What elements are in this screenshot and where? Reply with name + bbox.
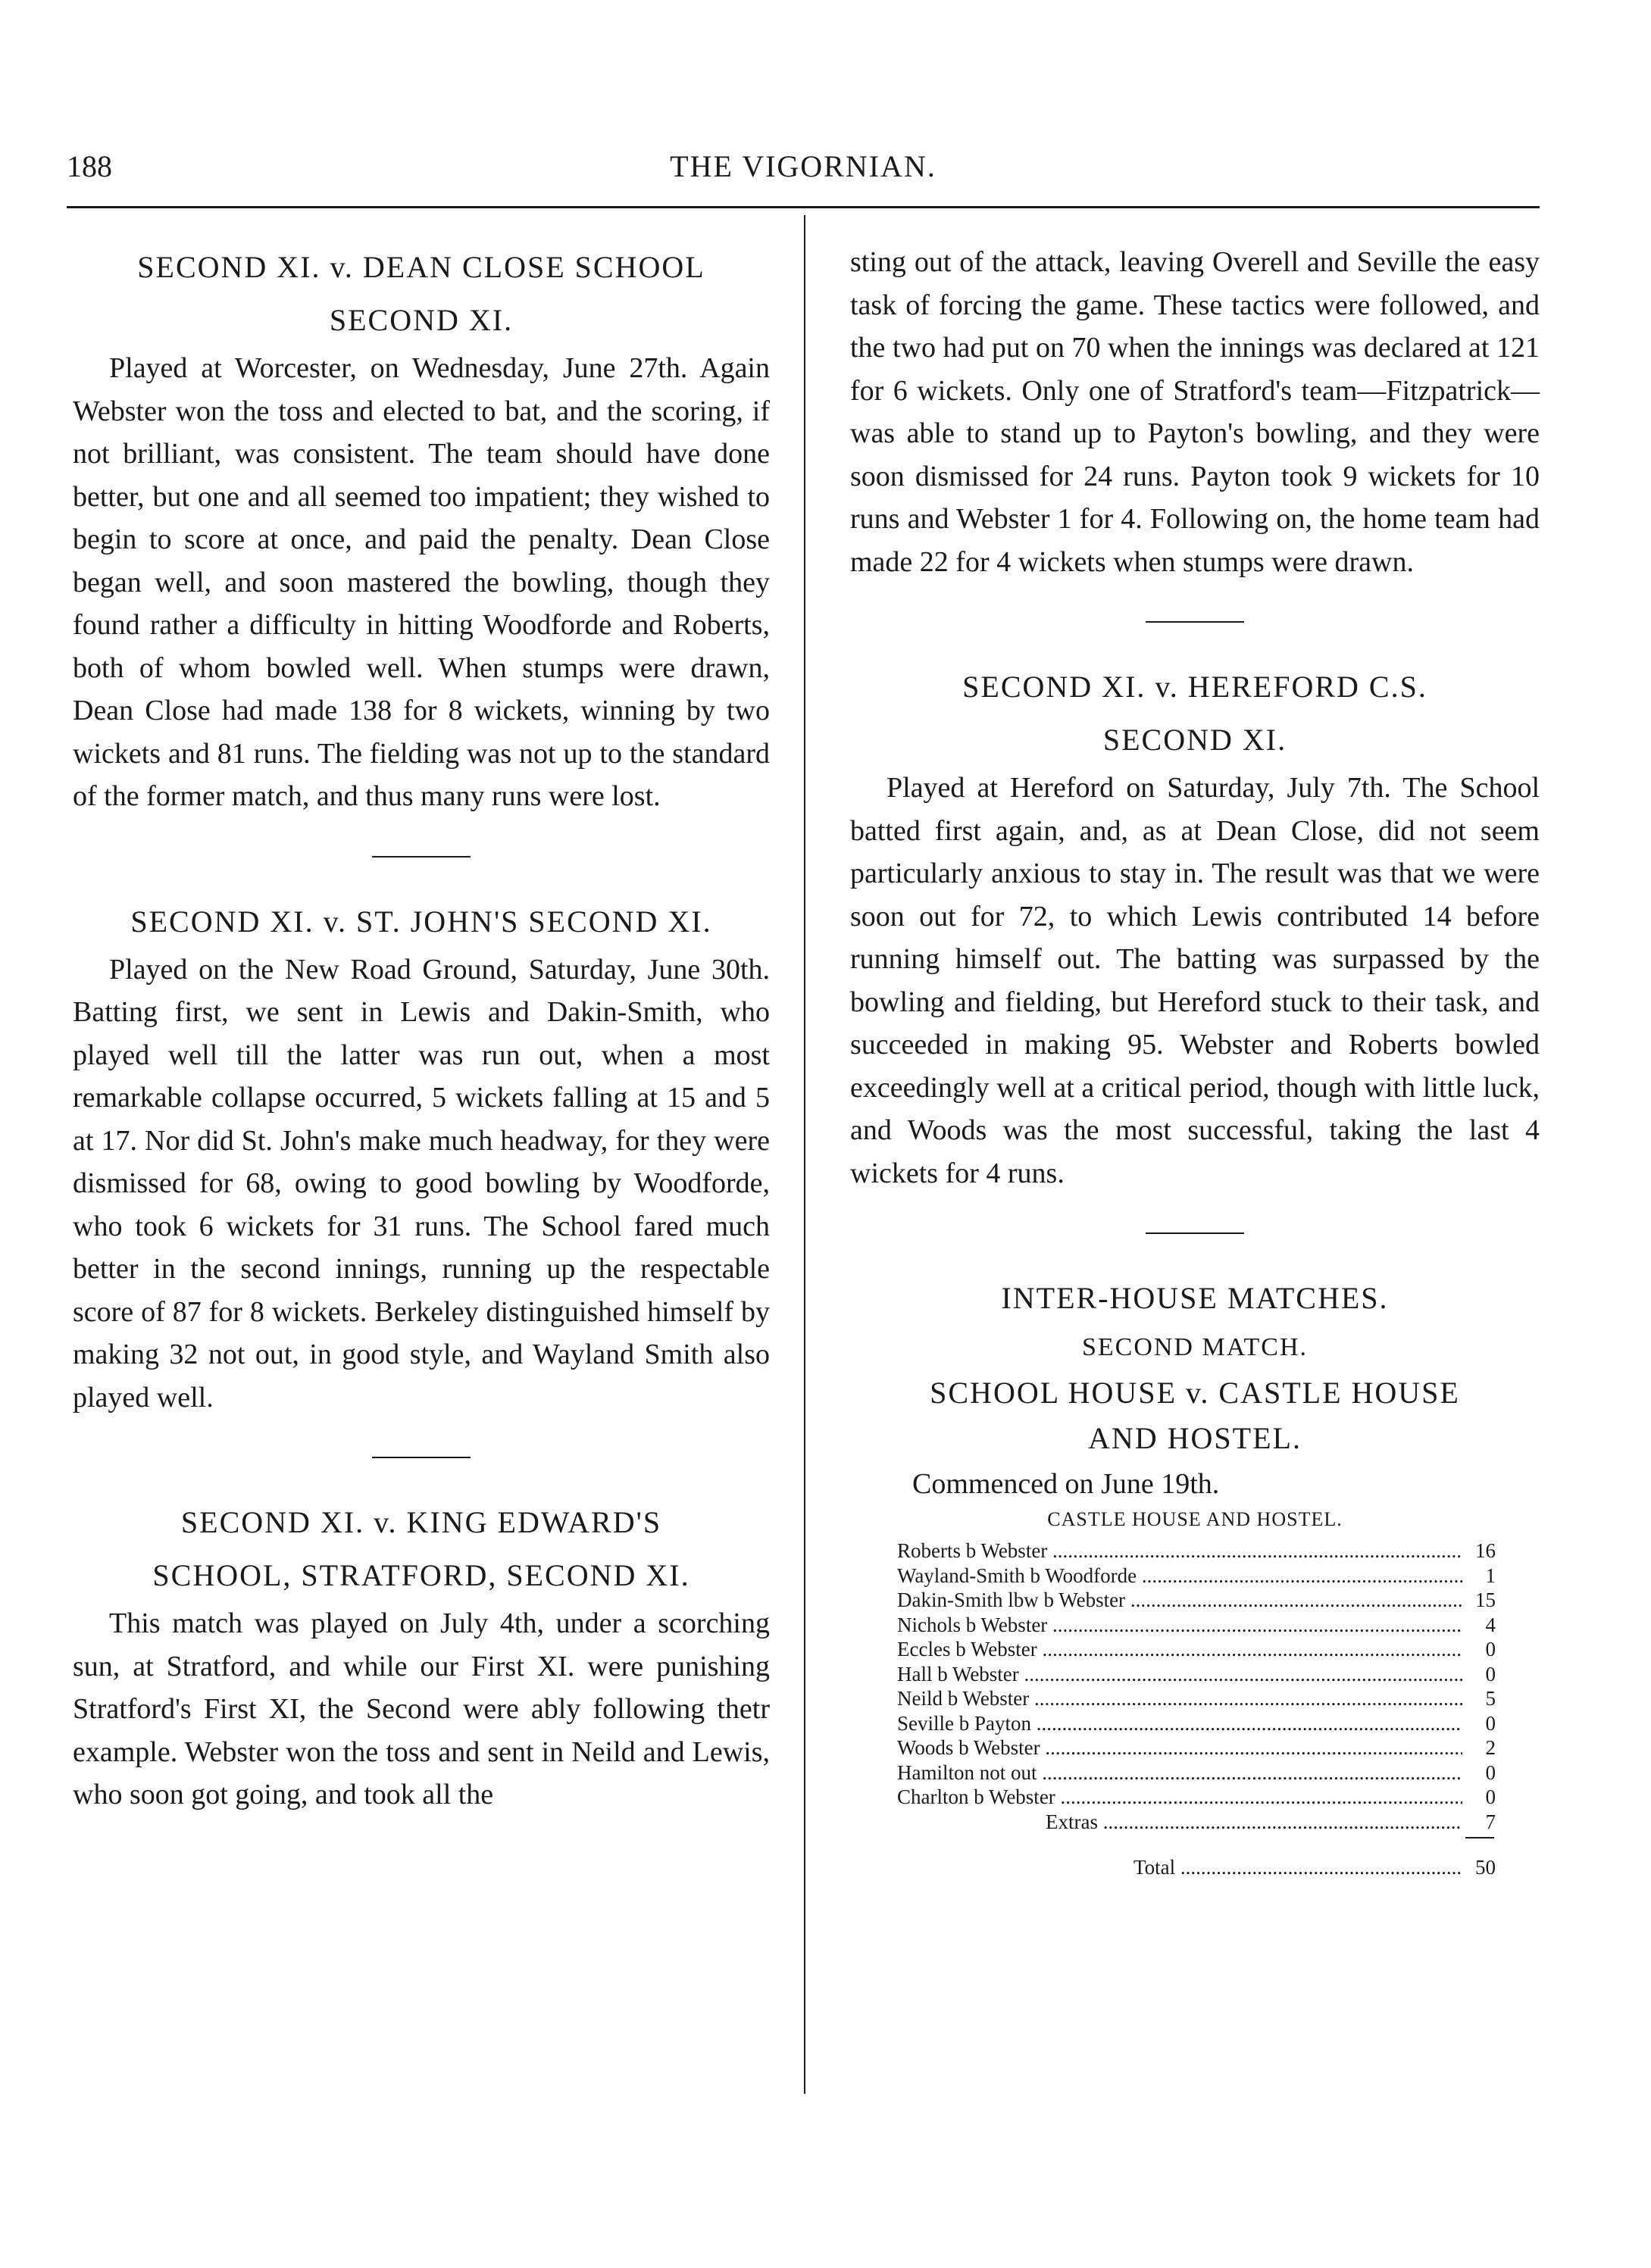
runs: 1 <box>1485 1564 1496 1587</box>
batsman: Nichols b Webster ..... <box>897 1613 1462 1638</box>
total-row <box>897 1855 1496 1880</box>
page-number: 188 <box>67 149 112 183</box>
divider <box>1146 1232 1244 1234</box>
section-body: Played at Hereford on Saturday, July 7th. The School batted first again, and, as at Dean Close, did not seem particularly anxious to stay in. The result was that we were soon out for 72, to which Lewis contributed 14 before running himself out. The batting was surpassed by the bowling and fielding, but Hereford stuck to their task, and succeeded in making 95. Webster and Roberts bowled exceedingly well at a critical period, though with little luck, and Woods was the most successful, taking the last 4 wickets for 4 runs. <box>850 772 1540 1189</box>
section-title-cont: SCHOOL, STRATFORD, SECOND XI. <box>152 1558 690 1592</box>
section-title: SECOND XI. v. KING EDWARD'S <box>180 1505 662 1539</box>
runs: 15 <box>1475 1589 1496 1611</box>
runs: 16 <box>1475 1539 1496 1562</box>
score-row <box>897 1539 1496 1564</box>
batsman: Wayland-Smith b Woodforde ..... <box>897 1564 1462 1589</box>
score-row <box>897 1711 1496 1736</box>
section-body: This match was played on July 4th, under a scorching sun, at Stratford, and while our First XI. were punishing Stratford's First XI, the Second were ably following thetr example. Webster won the toss and sent in Neild and Lewis, who soon got going, and took all the <box>73 1607 770 1810</box>
score-row <box>897 1662 1496 1687</box>
batsman: Seville b Payton ..... <box>897 1711 1462 1736</box>
section-title: SECOND XI. v. ST. JOHN'S SECOND XI. <box>130 904 712 939</box>
section-body: Played on the New Road Ground, Saturday, June 30th. Batting first, we sent in Lewis and Dakin-Smith, who played well till the latter was run out, when a most remarkable collapse occurred, 5 wickets falling at 15 and 5 at 17. Nor did St. John's make much headway, for they were dismissed for 68, owing to good bowling by Woodforde, who took 6 wickets for 31 runs. The School fared much better in the second innings, running up the respectable score of 87 for 8 wickets. Berkeley distinguished himself by making 32 not out, in good style, and Wayland Smith also played well. <box>73 953 770 1414</box>
batsman: Woods b Webster ..... <box>897 1735 1462 1760</box>
batsman: Eccles b Webster ..... <box>897 1637 1462 1662</box>
section-title: SECOND XI. v. DEAN CLOSE SCHOOL <box>137 250 705 284</box>
score-row <box>897 1760 1496 1785</box>
section-body: Played at Worcester, on Wednesday, June 27th. Again Webster won the toss and elected to bat, and the scoring, if not brilliant, was consistent. The team should have done better, but one and all seemed too impatient; they wished to begin to score at once, and paid the penalty. Dean Close began well, and soon mastered the bowling, though they found rather a difficulty in hitting Woodforde and Roberts, both of whom bowled well. When stumps were drawn, Dean Close had made 138 for 8 wickets, winning by two wickets and 81 runs. The fielding was not up to the standard of the former match, and thus many runs were lost. <box>73 352 770 812</box>
score-row <box>897 1588 1496 1613</box>
divider <box>372 856 471 858</box>
scorecard <box>897 1539 1496 1880</box>
page-header <box>67 148 1540 197</box>
score-row <box>897 1735 1496 1760</box>
total-runs: 50 <box>1475 1856 1496 1879</box>
score-row <box>897 1613 1496 1638</box>
left-column <box>73 241 770 1817</box>
runs: 5 <box>1485 1687 1496 1710</box>
right-column <box>850 241 1540 1880</box>
section-st-johns <box>73 895 770 1420</box>
total-rule <box>1465 1837 1494 1838</box>
section-title: INTER-HOUSE MATCHES. <box>1001 1281 1389 1315</box>
column-rule <box>804 215 805 2094</box>
divider <box>1146 621 1244 623</box>
running-title: THE VIGORNIAN. <box>670 149 937 183</box>
commenced-date: Commenced on June 19th. <box>912 1468 1220 1500</box>
team-name: CASTLE HOUSE AND HOSTEL. <box>1047 1508 1343 1530</box>
section-title: SECOND XI. v. HEREFORD C.S. <box>962 670 1427 704</box>
match-title: SCHOOL HOUSE v. CASTLE HOUSE <box>930 1376 1460 1410</box>
match-subtitle: SECOND MATCH. <box>1081 1333 1309 1361</box>
batsman: Charlton b Webster ..... <box>897 1785 1462 1810</box>
extras-label: Extras ..... <box>897 1810 1462 1835</box>
section-dean-close <box>73 241 770 818</box>
section-hereford <box>850 661 1540 1195</box>
header-rule <box>67 206 1540 208</box>
runs: 0 <box>1485 1662 1496 1685</box>
runs: 0 <box>1485 1760 1496 1784</box>
section-inter-house <box>850 1272 1540 1880</box>
runs: 0 <box>1485 1785 1496 1808</box>
total-label: Total ..... <box>897 1855 1462 1880</box>
score-row <box>897 1686 1496 1711</box>
match-title-cont: AND HOSTEL. <box>1088 1421 1302 1455</box>
batsman: Dakin-Smith lbw b Webster ..... <box>897 1588 1462 1613</box>
section-title-cont: SECOND XI. <box>329 303 514 337</box>
divider <box>372 1457 471 1458</box>
batsman: Roberts b Webster ..... <box>897 1539 1462 1564</box>
score-row <box>897 1564 1496 1589</box>
score-row <box>897 1785 1496 1810</box>
extras-row <box>897 1810 1496 1835</box>
section-title-cont: SECOND XI. <box>1102 723 1287 757</box>
section-king-edwards <box>73 1496 770 1817</box>
continued-text: sting out of the attack, leaving Overell and Seville the easy task of forcing the game. These tactics were followed, and the two had put on 70 when the innings was declared at 121 for 6 wickets. Only one of Stratford's team—Fitzpatrick—was able to stand up to Payton's bowling, and they were soon dismissed for 24 runs. Payton took 9 wickets for 10 runs and Webster 1 for 4. Following on, the home team had made 22 for 4 wickets when stumps were drawn. <box>850 246 1540 578</box>
batsman: Neild b Webster ..... <box>897 1686 1462 1711</box>
runs: 0 <box>1485 1711 1496 1735</box>
runs: 2 <box>1485 1736 1496 1759</box>
batsman: Hamilton not out ..... <box>897 1760 1462 1785</box>
batsman: Hall b Webster ..... <box>897 1662 1462 1687</box>
score-row <box>897 1637 1496 1662</box>
runs: 4 <box>1485 1613 1496 1636</box>
extras-runs: 7 <box>1485 1810 1496 1833</box>
runs: 0 <box>1485 1638 1496 1660</box>
